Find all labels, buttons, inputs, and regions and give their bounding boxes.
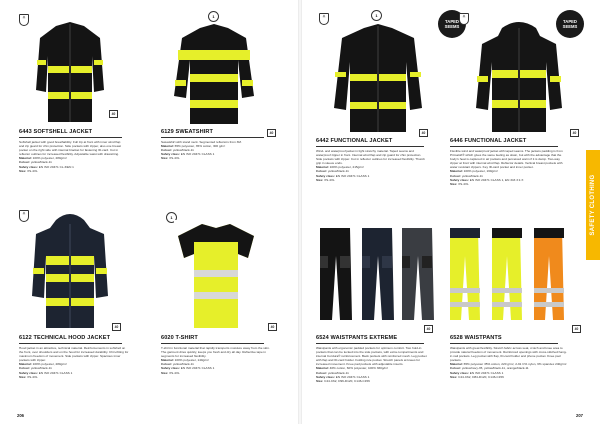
product-description: Wind- and waterproof jacket in light stretchy material. Taped seams and waterproof zipper in front. Internal wind flap and zip guard for chin protection. Side pockets with zipper. Cut in reflector outlines for increased flexibility. Thumb grip in sleeve ends. Material: 100% polyester, 215g/m² Colour: yellow/black-11 Safety class: EN ISO 20471 CLASS 1 Size: XS-4XL bbox=[316, 149, 425, 182]
colour-value: yellow/navy-35, yellow/black-11, orange/black-11 bbox=[461, 366, 529, 371]
description-text: Wind- and waterproof jacket in light stretchy material. Taped seams and waterproof zipper in front. Internal wind flap and zip guard for chin protection. Side pockets with zipper. Cut in reflector outlines for increased flexibility. Thumb grip in sleeve ends. bbox=[316, 149, 425, 166]
divider bbox=[161, 137, 264, 138]
taped-seems-badge bbox=[556, 10, 584, 38]
material-value: 65% polyester 35% cotton, 220 g/m², 2-91 C% nylon, 6% spandex 240g/m² bbox=[463, 362, 567, 367]
safety-value: EN ISO 20471 CLASS 1 bbox=[335, 173, 370, 178]
temperature-icon: 40 bbox=[268, 323, 277, 331]
product-title: 6528 WAISTPANTS bbox=[450, 335, 502, 341]
pants-yellow-black bbox=[492, 228, 522, 320]
colour-value: yellow/black-11 bbox=[30, 160, 52, 165]
section-tab-label: SAFETY CLOTHING bbox=[590, 174, 596, 236]
taped-label: TAPED bbox=[563, 19, 577, 24]
jacket-size-icon: 1 bbox=[371, 10, 382, 21]
page-number-left: 206 bbox=[17, 413, 24, 418]
section-tab bbox=[586, 150, 600, 260]
product-title: 6443 SOFTSHELL JACKET bbox=[19, 129, 93, 135]
material-value: 100% polyester, 280g/m² bbox=[32, 362, 67, 367]
divider bbox=[19, 343, 122, 344]
description-text: Sweatshirt with stand neck. Segmented reflectors from 3M. bbox=[161, 140, 242, 144]
product-photo-tshirt bbox=[174, 220, 258, 330]
product-description: Waistpants with great flexibility. Stretch fabric across seat, crotch and knee area to provide natural freedom of movement. Reinforced openings with cross-stitched hang-in nail pockets. Leg pocket with flap, ID-card holder and phone pocket. Knee pad pockets. Material: 65% polyester 35% cotton, 220 g/m², 2-91 C% nylon, 6% spandex 240g/m² Colour: yellow/navy-35, yellow/black-11, orange/black-11 Safety class: EN ISO 20471 CLASS 1 Size: C44-C62, D84-D120, C146-C156 bbox=[450, 346, 567, 379]
size-value: XS-4XL bbox=[458, 181, 469, 186]
shield-class-icon: ⚠ bbox=[19, 210, 29, 222]
divider bbox=[316, 343, 424, 344]
shield-class-icon: ⚠ bbox=[459, 13, 469, 25]
shield-class-icon: ⚠ bbox=[19, 14, 29, 26]
colour-value: yellow/black-11 bbox=[30, 366, 52, 371]
shield-class-icon: ⚠ bbox=[319, 13, 329, 25]
product-title: 6442 FUNCTIONAL JACKET bbox=[316, 138, 393, 144]
colour-value: yellow/black-11 bbox=[327, 370, 349, 375]
material-value: 100% polyester, 280g/m² bbox=[32, 156, 67, 161]
safety-value: EN ISO 20471 CLASS 1 bbox=[180, 152, 215, 157]
temperature-icon: 40 bbox=[570, 129, 579, 137]
material-value: 40% cotton, 60% polyester, 100% 360g/m² bbox=[329, 366, 389, 371]
product-title: 6129 SWEATSHIRT bbox=[161, 129, 214, 135]
pants-orange-black bbox=[534, 228, 564, 320]
divider bbox=[450, 343, 558, 344]
temperature-icon: 40 bbox=[267, 129, 276, 137]
jacket-size-icon: 1 bbox=[208, 11, 219, 22]
product-description: Hood jacket in an attractive, technical material. Reinforcements in softshell on the front, over shoulders and on the hood for increased durability. Chin-fitting for maximum freedom of movement. Side pockets with zipper. Spacious inner pockets with zipper. Material: 100% polyester, 280g/m² Colour: yellow/black-11 Safety class: EN ISO 20471 CLASS 1 Size: XS-4XL bbox=[19, 346, 129, 379]
product-photo-functional-jacket bbox=[330, 22, 426, 134]
colour-value: yellow/black-11 bbox=[327, 169, 349, 174]
safety-value: EN ISO 20471 CLASS 1 bbox=[180, 366, 215, 371]
temperature-icon: 40 bbox=[112, 323, 121, 331]
colour-value: yellow/black-11 bbox=[461, 173, 483, 178]
safety-value: EN ISO 20471 CLASS 1, EN 343 3:1:X bbox=[469, 177, 524, 182]
pants-grey bbox=[402, 228, 434, 320]
product-title: 6122 TECHNICAL HOOD JACKET bbox=[19, 335, 111, 341]
divider bbox=[19, 137, 122, 138]
page-gutter bbox=[298, 0, 302, 424]
size-value: XS-4XL bbox=[169, 370, 180, 375]
product-photo-hood-jacket bbox=[30, 210, 110, 330]
seems-label: SEEMS bbox=[444, 24, 460, 29]
product-photo-softshell-jacket bbox=[34, 20, 106, 124]
description-text: T-shirt in functional material that rapidly transports moisture away from the skin. The garment dries quickly, keeps you fresh and dry all day. Reflective tape in segments for increased flexibility. bbox=[161, 346, 270, 359]
size-value: C44-C62, D84-D120, C146-C156 bbox=[458, 374, 504, 379]
safety-value: EN ISO 20471 CLASS 1 bbox=[335, 374, 370, 379]
safety-value: EN ISO 20471 CL.3/EN 1 bbox=[38, 164, 74, 169]
product-description: Sweatshirt with stand neck. Segmented reflectors from 3M. Material: 65% polyester, 35% cotton, 300 g/m² Colour: yellow/black-11 Safety class: EN ISO 20471 CLASS 1 Size: XS-4XL bbox=[161, 140, 273, 200]
divider bbox=[450, 146, 558, 147]
product-title: 6020 T-SHIRT bbox=[161, 335, 198, 341]
size-value: C44-C62, D96-D120, C146-C156 bbox=[324, 378, 370, 383]
size-value: XS-4XL bbox=[169, 156, 180, 161]
product-photo-padded-jacket bbox=[474, 18, 564, 134]
material-value: 65% polyester, 35% cotton, 300 g/m² bbox=[174, 144, 226, 149]
product-photo-sweatshirt bbox=[172, 22, 256, 126]
product-title: 6524 WAISTPANTS EXTREME bbox=[316, 335, 398, 341]
product-photo-waistpants-extreme bbox=[316, 226, 436, 322]
size-value: XS-4XL bbox=[27, 168, 38, 173]
seems-label: SEEMS bbox=[562, 24, 578, 29]
temperature-icon: 40 bbox=[419, 129, 428, 137]
description-text: Hood jacket in an attractive, technical material. Reinforcements in softshell on the front, over shoulders and on the hood for increased durability. Chin-fitting for maximum freedom of movement. Side pockets with zipper. Spacious inner pockets with zipper. bbox=[19, 346, 129, 363]
size-value: XS-4XL bbox=[27, 374, 38, 379]
pants-navy bbox=[362, 228, 394, 320]
divider bbox=[161, 343, 264, 344]
temperature-icon: 40 bbox=[424, 325, 433, 333]
product-photo-waistpants bbox=[448, 226, 566, 322]
temperature-icon: 40 bbox=[109, 110, 118, 118]
description-text: Flexible wind and waterproof jacket with taped seams. The jackets padding is from Primaloft® which gives the same feeling as down, but with the advantage that the body's heat is captured in air pockets and perceived warm if it is damp. Two-way zipper at front with internal wind flap. Reflector details. Vertical breast pockets with water resistant zippers. Key ID-card pocket and inner pocket. bbox=[450, 149, 563, 170]
safety-value: EN ISO 20471 CLASS 1 bbox=[469, 370, 504, 375]
description-text: Waistpants with great flexibility. Stretch fabric across seat, crotch and knee area to provide natural freedom of movement. Reinforced openings with cross-stitched hang-in nail pockets. Leg pocket with flap, ID-card holder and phone pocket. Knee pad pockets. bbox=[450, 346, 567, 363]
page-number-right: 207 bbox=[576, 413, 583, 418]
product-description: Flexible wind and waterproof jacket with taped seams. The jackets padding is from Primaloft® which gives the same feeling as down, but with the advantage that the body's heat is captured in air pockets and perceived warm if it is damp. Two-way zipper at front with internal wind flap. Reflector details. Vertical breast pockets with water resistant zippers. Key ID-card pocket and inner pocket. Material: 100% polyester, 160g/m² Colour: yellow/black-11 Safety class: EN ISO 20471 CLASS 1, EN 343 3:1:X Size: XS-4XL bbox=[450, 149, 568, 219]
description-text: Waistpants with ergonomic padded pockets for optimum comfort. Two hold-in pockets that can be tucked into the side pockets, with extra compartments and internal Cordura® reinforcement. Back pockets with reinforced mesh. Leg pocket with flap and ID-card holder. Folding rule pocket. Stretch panels at knees for increased movement. Knee pad pockets with adjustable inserts. bbox=[316, 346, 427, 367]
divider bbox=[316, 146, 424, 147]
material-value: 100% polyester, 160g/m² bbox=[463, 169, 498, 174]
pants-black bbox=[320, 228, 352, 320]
taped-label: TAPED bbox=[445, 19, 459, 24]
material-value: 100% polyester, 140g/m² bbox=[174, 358, 209, 363]
product-description: Softshell jacket with good breathability. Full zip at front with inner wind flap and zip guard for chin protection. Side pockets with zipper, also one breast pocket on the right side with internal bracket for fastening ID-card. Cut in reflector outlines for increased flexibility. Adjustable waist with drawstring. Material: 100% polyester, 280g/m² Colour: yellow/black-11 Safety class: EN ISO 20471 CL.3/EN 1 Size: XS-4XL bbox=[19, 140, 123, 200]
temperature-icon: 40 bbox=[572, 325, 581, 333]
pants-yellow-navy bbox=[450, 228, 480, 320]
jacket-size-icon: 1 bbox=[166, 212, 177, 223]
product-description: T-shirt in functional material that rapidly transports moisture away from the skin. The garment dries quickly, keeps you fresh and dry all day. Reflective tape in segments for increased flexibility. Material: 100% polyester, 140g/m² Colour: yellow/black-11 Safety class: EN ISO 20471 CLASS 1 Size: XS-4XL bbox=[161, 346, 273, 408]
product-title: 6446 FUNCTIONAL JACKET bbox=[450, 138, 527, 144]
colour-value: yellow/black-11 bbox=[172, 362, 194, 367]
size-value: XS-4XL bbox=[324, 177, 335, 182]
product-description: Waistpants with ergonomic padded pockets for optimum comfort. Two hold-in pockets that can be tucked into the side pockets, with extra compartments and internal Cordura® reinforcement. Back pockets with reinforced mesh. Leg pocket with flap and ID-card holder. Folding rule pocket. Stretch panels at knees for increased movement. Knee pad pockets with adjustable inserts. Material: 40% cotton, 60% polyester, 100% 360g/m² Colour: yellow/black-11 Safety class: EN ISO 20471 CLASS 1 Size: C44-C62, D96-D120, C146-C156 bbox=[316, 346, 432, 412]
material-value: 100% polyester, 215g/m² bbox=[329, 165, 364, 170]
safety-value: EN ISO 20471 CLASS 1 bbox=[38, 370, 73, 375]
description-text: Softshell jacket with good breathability. Full zip at front with inner wind flap and zip guard for chin protection. Side pockets with zipper, also one breast pocket on the right side with internal bracket for fastening ID-card. Cut in reflector outlines for increased flexibility. Adjustable waist with drawstring. bbox=[19, 140, 121, 157]
colour-value: yellow/black-11 bbox=[172, 148, 194, 153]
